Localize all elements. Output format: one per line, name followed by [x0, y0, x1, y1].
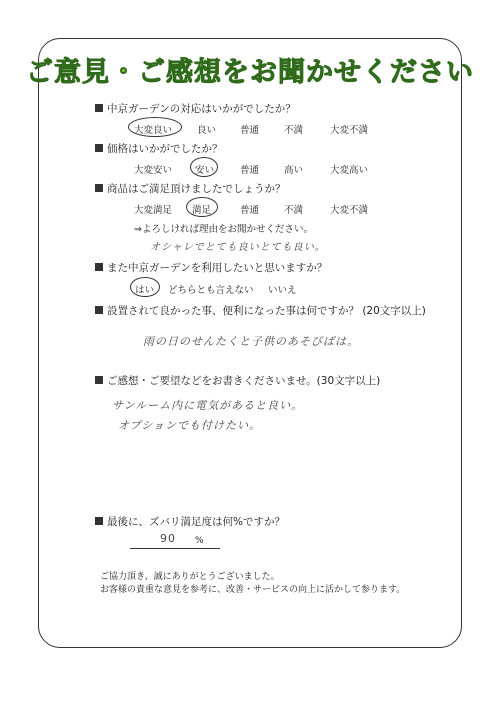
- satisfaction-unit: %: [195, 536, 204, 546]
- q4-option-yes[interactable]: はい: [135, 285, 155, 296]
- footer-message: お客様の貴重な意見を参考に、改善・サービスの向上に活かして参ります。: [100, 585, 406, 595]
- question-4-label: また中京ガーデンを利用したいと思いますか？: [107, 262, 328, 274]
- q3-option-5[interactable]: 大変不満: [330, 205, 369, 216]
- q3-option-3[interactable]: 普通: [240, 205, 260, 216]
- satisfaction-value[interactable]: 90: [160, 532, 176, 545]
- q3-reason-prompt: ⇒よろしければ理由をお聞かせください。: [134, 224, 313, 235]
- satisfaction-underline: [130, 548, 220, 549]
- q4-selected-circle: [130, 277, 160, 297]
- question-2: [95, 141, 223, 156]
- question-5: [95, 303, 426, 318]
- footer-thanks: ご協力頂き、誠にありがとうございました。: [100, 572, 280, 582]
- q6-answer-line-1[interactable]: サンルーム内に電気があると良い。: [112, 399, 304, 412]
- q4-option-no[interactable]: いいえ: [268, 285, 297, 296]
- question-5-label: 設置されて良かった事、便利になった事は何ですか？ (20文字以上): [107, 305, 426, 317]
- q4-option-neutral[interactable]: どちらとも言えない: [168, 285, 254, 296]
- q3-reason-answer[interactable]: オシャレでとても良いとても良い。: [150, 242, 326, 253]
- q2-option-3[interactable]: 普通: [240, 165, 260, 176]
- q2-option-1[interactable]: 大変安い: [134, 165, 173, 176]
- question-2-label: 価格はいかがでしたか？: [107, 143, 223, 155]
- bullet-square-icon: [95, 144, 103, 152]
- q1-option-4[interactable]: 不満: [284, 125, 304, 136]
- q6-answer-line-2[interactable]: オプションでも付けたい。: [118, 419, 262, 432]
- question-6: [95, 373, 380, 388]
- q3-selected-circle: [186, 197, 218, 217]
- question-3: [95, 181, 286, 196]
- q1-option-1[interactable]: 大変良い: [134, 125, 173, 136]
- bullet-square-icon: [95, 517, 103, 525]
- bullet-square-icon: [95, 376, 103, 384]
- bullet-square-icon: [95, 306, 103, 314]
- q2-option-4[interactable]: 高い: [284, 165, 304, 176]
- question-3-label: 商品はご満足頂けましたでしょうか？: [107, 183, 286, 195]
- question-4: [95, 260, 327, 275]
- question-1-label: 中京ガーデンの対応はいかがでしたか？: [107, 103, 296, 115]
- q2-selected-circle: [190, 157, 218, 177]
- q1-option-2[interactable]: 良い: [197, 125, 217, 136]
- bullet-square-icon: [95, 184, 103, 192]
- bullet-square-icon: [95, 263, 103, 271]
- q2-option-2[interactable]: 安い: [195, 165, 215, 176]
- bullet-square-icon: [95, 104, 103, 112]
- q3-option-4[interactable]: 不満: [284, 205, 304, 216]
- q3-option-2[interactable]: 満足: [192, 205, 212, 216]
- question-1: [95, 101, 296, 116]
- q1-option-5[interactable]: 大変不満: [330, 125, 369, 136]
- question-7: [95, 514, 285, 529]
- page-title: ご意見・ご感想をお聞かせください: [26, 57, 474, 88]
- q5-answer[interactable]: 雨の日のせんたくと子供のあそびばは。: [143, 335, 359, 348]
- question-6-label: ご感想・ご要望などをお書きくださいませ。(30文字以上): [107, 375, 381, 387]
- q1-selected-circle: [128, 117, 182, 137]
- question-7-label: 最後に、ズバリ満足度は何%ですか？: [107, 516, 285, 528]
- q3-option-1[interactable]: 大変満足: [134, 205, 173, 216]
- q1-option-3[interactable]: 普通: [240, 125, 260, 136]
- q2-option-5[interactable]: 大変高い: [330, 165, 369, 176]
